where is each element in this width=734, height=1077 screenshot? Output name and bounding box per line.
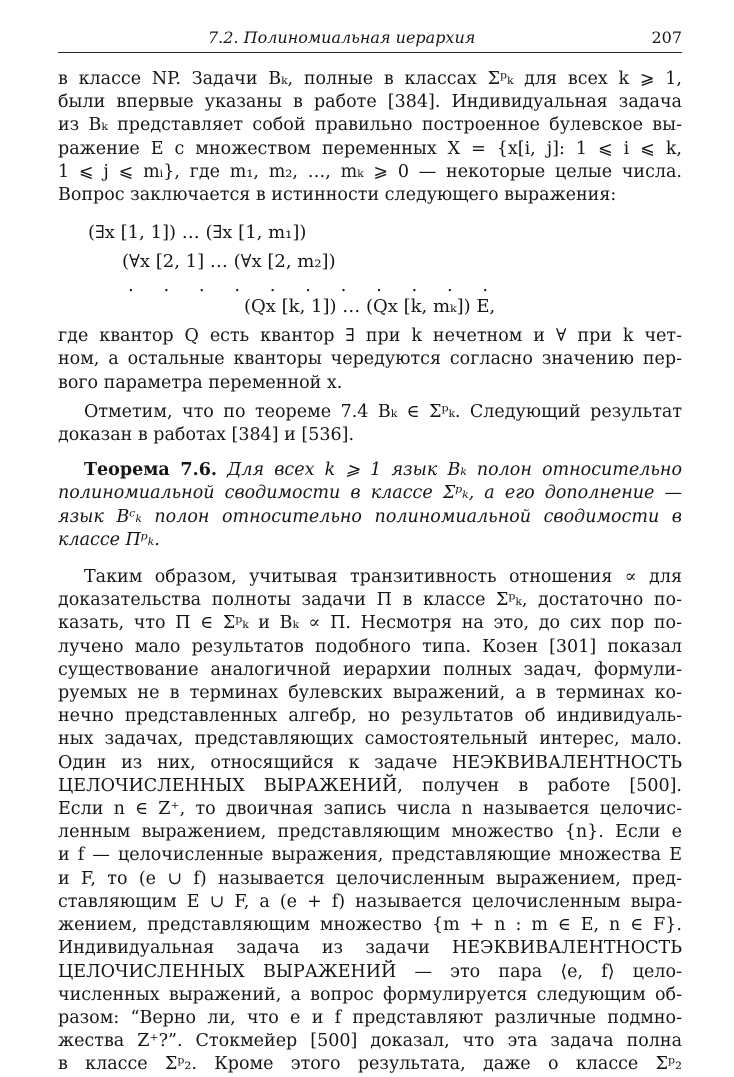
theorem-text: Для всех k ⩾ 1 язык Bₖ полон относительно	[227, 460, 682, 481]
text-line: Один из них, относящийся к задаче НЕЭКВИВАЛЕНТНОСТЬ	[58, 752, 682, 773]
formula-line-2: (∀x [2, 1] … (∀x [2, m₂])	[122, 251, 336, 273]
text-line: и f — целочисленные выражения, представляющие множества E	[58, 845, 682, 866]
text-line: существование аналогичной иерархии полных задач, формули-	[58, 659, 682, 680]
theorem-line: классе Πᵖₖ.	[58, 529, 160, 550]
text-line: ставляющим E ∪ F, а (e + f) называется целочисленным выра-	[58, 891, 682, 912]
text-line: 1 ⩽ j ⩽ mᵢ}, где m₁, m₂, …, mₖ ⩾ 0 — некоторые целые числа.	[58, 161, 682, 182]
formula-line-1: (∃x [1, 1]) … (∃x [1, m₁])	[88, 222, 307, 244]
theorem-line: язык Bᶜₖ полон относительно полиномиальной сводимости в	[58, 506, 682, 527]
text-line: ЦЕЛОЧИСЛЕННЫХ ВЫРАЖЕНИЙ, получен в работе [500].	[58, 775, 682, 796]
header-rule	[58, 52, 682, 53]
text-line: жества Z⁺?”. Стокмейер [500] доказал, что эта задача полна	[58, 1031, 682, 1052]
text-line: в классе Σᵖ₂. Кроме этого результата, даже о классе Σᵖ₂	[58, 1054, 682, 1075]
paragraph-1	[58, 68, 682, 207]
text-line: казать, что Π ∈ Σᵖₖ и Bₖ ∝ Π. Несмотря на это, до сих пор по-	[58, 613, 682, 634]
text-line: Отметим, что по теореме 7.4 Bₖ ∈ Σᵖₖ. Следующий результат	[84, 401, 682, 422]
text-line: Если n ∈ Z⁺, то двоичная запись числа n называется целочис-	[58, 799, 682, 820]
text-line: в классе NP. Задачи Bₖ, полные в классах Σᵖₖ для всех k ⩾ 1,	[58, 69, 682, 89]
text-line: вого параметра переменной x.	[58, 372, 343, 393]
text-line: разом: “Верно ли, что e и f представляют различные подмно-	[58, 1007, 682, 1028]
text-line: жением, представляющим множество {m + n : m ∈ E, n ∈ F}.	[58, 915, 682, 936]
text-line: ных задачах, представляющих самостоятельный интерес, мало.	[58, 729, 682, 750]
text-line: были впервые указаны в работе [384]. Индивидуальная задача	[58, 92, 682, 113]
theorem-line: полиномиальной сводимости в классе Σᵖₖ, а его дополнение —	[58, 483, 682, 504]
text-line: Индивидуальная задача из задачи НЕЭКВИВАЛЕНТНОСТЬ	[58, 938, 682, 959]
text-line: ражение E с множеством переменных X = {x[i, j]: 1 ⩽ i ⩽ k,	[58, 138, 682, 159]
theorem-7-6	[58, 459, 682, 552]
text-line: Вопрос заключается в истинности следующего выражения:	[58, 185, 617, 206]
theorem-line	[58, 459, 682, 482]
text-line: доказательства полноты задачи Π в классе Σᵖₖ, достаточно по-	[58, 590, 682, 611]
text-line: доказан в работах [384] и [536].	[58, 425, 355, 446]
text-line: из Bₖ представляет собой правильно построенное булевское вы-	[58, 115, 682, 136]
page-number: 207	[651, 28, 682, 47]
theorem-label: Теорема 7.6.	[84, 460, 217, 481]
text-line: ном, а остальные кванторы чередуются согласно значению пер-	[58, 349, 682, 370]
paragraph-3	[58, 401, 682, 447]
running-header	[58, 28, 682, 50]
paragraph-4	[58, 566, 682, 1076]
text-line: численных выражений, а вопрос формулируется следующим об-	[58, 984, 682, 1005]
quantifier-formula	[58, 207, 682, 318]
text-line: лучено мало результатов подобного типа. Козен [301] показал	[58, 636, 682, 657]
text-line: Таким образом, учитывая транзитивность отношения ∝ для	[84, 567, 682, 588]
text-line: где квантор Q есть квантор ∃ при k нечетном и ∀ при k чет-	[58, 326, 682, 347]
section-title: 7.2. Полиномиальная иерархия	[208, 28, 476, 47]
text-line: и F, то (e ∪ f) называется целочисленным выражением, пред-	[58, 868, 682, 889]
text-line: ленным выражением, представляющим множество {n}. Если e	[58, 822, 682, 843]
page-body	[58, 68, 682, 1077]
formula-line-4: (Qx [k, 1]) … (Qx [k, mₖ]) E,	[244, 296, 496, 318]
text-line: ЦЕЛОЧИСЛЕННЫХ ВЫРАЖЕНИЙ — это пара ⟨e, f⟩ цело-	[58, 961, 682, 982]
paragraph-2	[58, 325, 682, 395]
text-line: нечно представленных алгебр, но результатов об индивидуаль-	[58, 706, 682, 727]
text-line: руемых не в терминах булевских выражений, а в терминах ко-	[58, 683, 682, 704]
formula-dots: . . . . . . . . . . .	[128, 275, 501, 297]
